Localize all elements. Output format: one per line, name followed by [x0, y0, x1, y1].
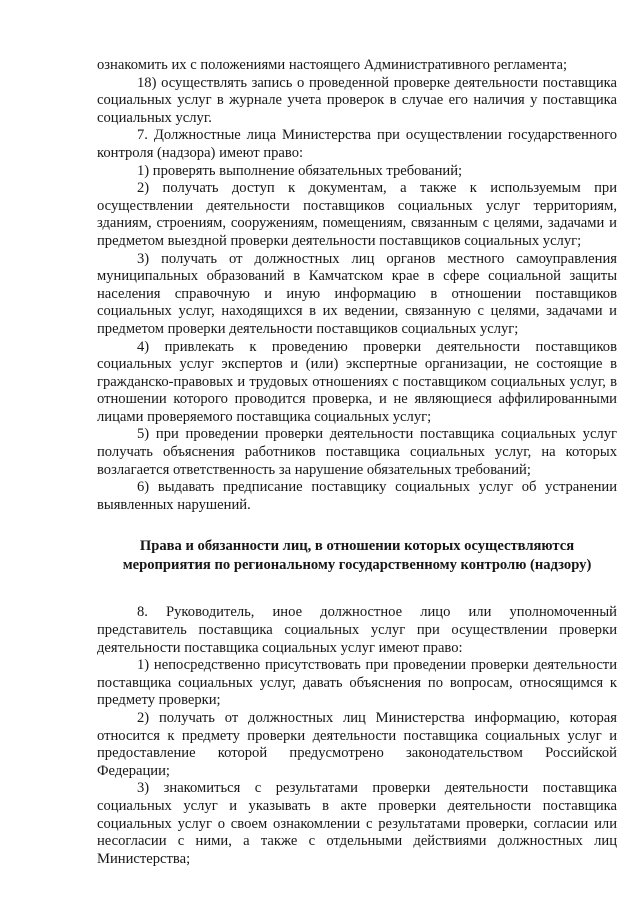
- paragraph-right-6: 6) выдавать предписание поставщику социальных услуг об устранении выявленных нарушений.: [97, 479, 617, 513]
- paragraph-continuation: ознакомить их с положениями настоящего Административного регламента;: [97, 57, 568, 73]
- paragraph-provider-right-1: 1) непосредственно присутствовать при проведении проверки деятельности поставщика социальных услуг, давать объяснения по вопросам, относящимся к предмету проверки;: [97, 657, 617, 709]
- spacer: [97, 514, 617, 537]
- spacer: [97, 575, 617, 604]
- paragraph-right-2: 2) получать доступ к документам, а также к используемым при осуществлении деятельности поставщиков социальных услуг территориям, зданиям, строениям, сооружениям, помещениям, связанным с целями, задачами и предметом выездной проверки деятельности поставщиков социальных услуг;: [97, 180, 617, 249]
- section-heading: Права и обязанности лиц, в отношении которых осуществляются мероприятия по региональному государственному контролю (надзору): [122, 538, 592, 574]
- paragraph-section-7: 7. Должностные лица Министерства при осуществлении государственного контроля (надзора) имеют право:: [97, 127, 617, 161]
- paragraph-right-4: 4) привлекать к проведению проверки деятельности поставщиков социальных услуг экспертов и (или) экспертные организации, не состоящие в гражданско-правовых и трудовых отношениях с поставщиком социальных услуг, в отношении которого проводится проверка, и не являющиеся аффилированными лицами проверяемого поставщика социальных услуг;: [97, 338, 617, 425]
- paragraph-provider-right-3: 3) знакомиться с результатами проверки деятельности поставщика социальных услуг и указывать в акте проверки деятельности поставщика социальных услуг о своем ознакомлении с результатами проверки, согласии или несогласии с ними, а также с отдельными действиями должностных лиц Министерства;: [97, 780, 617, 867]
- paragraph-right-5: 5) при проведении проверки деятельности поставщика социальных услуг получать объяснения работников поставщика социальных услуг, на которых возлагается ответственность за нарушение обязательных требований;: [97, 426, 617, 478]
- paragraph-right-1: 1) проверять выполнение обязательных требований;: [137, 162, 463, 179]
- paragraph-right-3: 3) получать от должностных лиц органов местного самоуправления муниципальных образований в Камчатском крае в сфере социальной защиты населения справочную и иную информацию в отношении поставщиков социальных услуг, находящихся в их ведении, связанную с целями, задачами и предметом проверки деятельности поставщиков социальных услуг;: [97, 250, 617, 337]
- paragraph-provider-right-2: 2) получать от должностных лиц Министерства информацию, которая относится к предмету проверки деятельности поставщика социальных услуг и предоставление которой предусмотрено законодательством Российской Федерации;: [97, 710, 617, 779]
- document-page: [97, 57, 617, 868]
- paragraph-item-18: 18) осуществлять запись о проведенной проверке деятельности поставщика социальных услуг в журнале учета проверок в случае его наличия у поставщика социальных услуг.: [97, 74, 617, 126]
- paragraph-section-8: 8. Руководитель, иное должностное лицо или уполномоченный представитель поставщика социальных услуг при осуществлении проверки деятельности поставщика социальных услуг имеют право:: [97, 604, 617, 656]
